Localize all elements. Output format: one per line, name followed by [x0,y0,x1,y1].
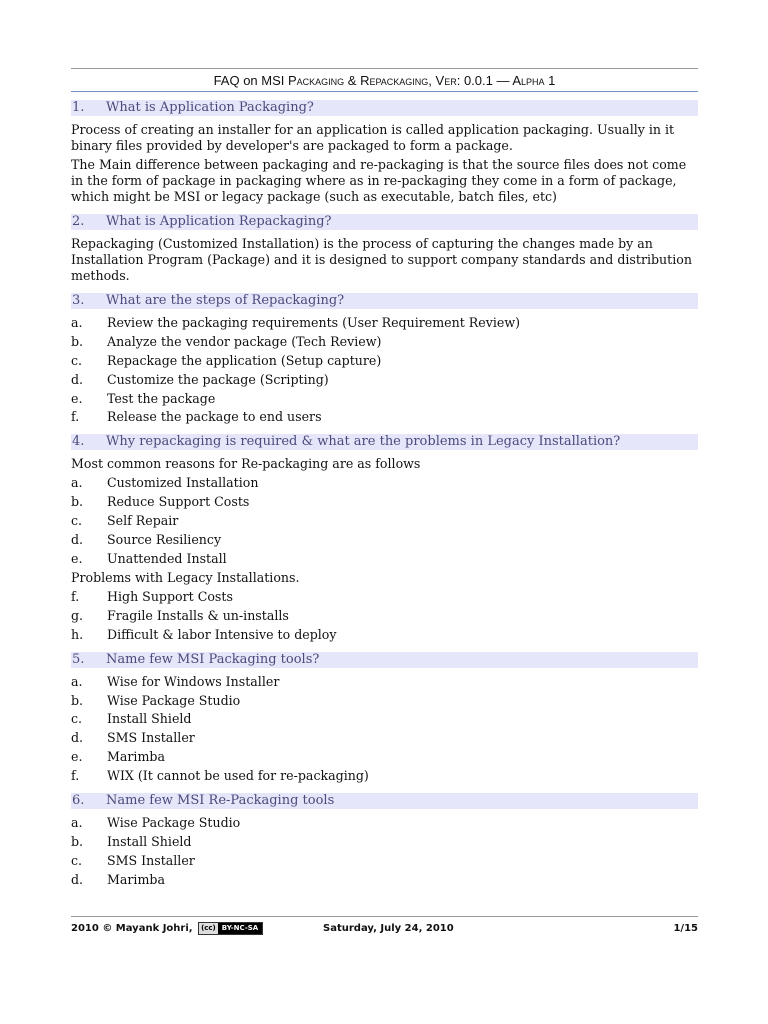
question-number: 3. [72,293,85,308]
list-item [71,627,698,643]
list-marker: a. [71,815,83,831]
list-item [71,608,698,624]
footer-copyright [71,921,263,937]
header-title-prefix: FAQ on MSI [213,73,288,88]
list-intro: Most common reasons for Re-packaging are as follows [71,456,421,472]
list-item-text: Customized Installation [107,475,259,491]
list-marker: c. [71,711,83,727]
list-item [71,589,698,605]
list-marker: b. [71,834,84,850]
list-item [71,730,698,746]
list-item [71,693,698,709]
answer-paragraph: Process of creating an installer for an application is called application packaging. Usually in it binary files provided by developer's are packaged to form a package. [71,122,675,153]
faq-question-heading [71,293,698,309]
list-item [71,315,698,331]
list-item-text: Wise Package Studio [107,692,241,708]
list-marker: c. [71,513,83,529]
list-marker: e. [71,551,83,567]
cc-license-badge [198,922,263,935]
question-number: 2. [72,214,85,229]
list-item-text: High Support Costs [107,588,233,604]
list-item-text: Difficult & labor Intensive to deploy [107,626,337,642]
list-marker: a. [71,475,83,491]
question-number: 1. [72,100,85,115]
list-marker: d. [71,371,84,387]
list-marker: h. [71,626,84,642]
faq-question-heading [71,434,698,450]
list-item [71,532,698,548]
list-item [71,815,698,831]
list-item-text: Repackage the application (Setup capture) [107,352,382,368]
question-text: What is Application Repackaging? [106,214,332,229]
list-item-text: Marimba [107,871,165,887]
list-marker: f. [71,588,80,604]
list-item [71,475,698,491]
list-marker: d. [71,730,84,746]
header-title-main: Packaging & Repackaging, Ver [288,73,457,88]
list-item-text: Reduce Support Costs [107,494,250,510]
answer-paragraph: Repackaging (Customized Installation) is the process of capturing the changes made by an Installation Program (Package) and it is designed to support company standards and distribution methods. [71,236,692,283]
list-marker: e. [71,749,83,765]
list-item [71,372,698,388]
list-item-text: Wise Package Studio [107,815,241,831]
list-item [71,391,698,407]
list-item [71,711,698,727]
list-item-text: Wise for Windows Installer [107,673,280,689]
list-marker: f. [71,409,80,425]
list-item-text: Install Shield [107,834,192,850]
faq-question-heading [71,100,698,116]
faq-question-heading [71,214,698,230]
cc-badge-icon: (cc) [201,923,216,932]
question-text: What is Application Packaging? [106,100,314,115]
list-marker: c. [71,352,83,368]
list-marker: b. [71,333,84,349]
list-item [71,513,698,529]
header-title-alpha: Alpha 1 [512,73,556,88]
list-item-text: Self Repair [107,513,179,529]
list-marker: b. [71,692,84,708]
list-item-text: SMS Installer [107,730,195,746]
list-item-text: Test the package [107,390,216,406]
list-item [71,834,698,850]
list-item-text: Customize the package (Scripting) [107,371,329,387]
question-text: Why repackaging is required & what are the problems in Legacy Installation? [106,434,621,450]
list-item-text: Release the package to end users [107,409,322,425]
list-item [71,674,698,690]
list-item-text: Analyze the vendor package (Tech Review) [107,333,382,349]
list-item-text: Unattended Install [107,551,227,567]
footer-copyright-text: 2010 © Mayank Johri, [71,923,193,934]
list-marker: c. [71,852,83,868]
list-item [71,494,698,510]
list-item-text: WIX (It cannot be used for re-packaging) [107,768,369,784]
list-marker: d. [71,871,84,887]
list-item [71,409,698,425]
list-marker: a. [71,315,83,330]
list-item-text: Review the packaging requirements (User Requirement Review) [107,315,521,330]
document-page [71,68,698,891]
answer-paragraph: The Main difference between packaging and re-packaging is that the source files does not come in the form of package in packaging where as in re-packaging they come in a form of package, which might be MSI or legacy package (such as executable, batch files, etc) [71,157,687,204]
question-number: 6. [72,793,85,809]
list-item-text: Source Resiliency [107,532,222,548]
list-marker: f. [71,768,80,784]
page-footer [71,916,698,937]
page-header [71,68,698,92]
faq-question-heading [71,652,698,668]
list-item [71,853,698,869]
list-item-text: Install Shield [107,711,192,727]
question-text: Name few MSI Packaging tools? [106,651,320,667]
question-number: 4. [72,434,85,450]
faq-content [71,100,698,888]
faq-question-heading [71,793,698,809]
list-marker: b. [71,494,84,510]
list-item-text: Fragile Installs & un-installs [107,607,289,623]
list-intro: Problems with Legacy Installations. [71,569,300,585]
question-number: 5. [72,651,85,667]
list-item-text: SMS Installer [107,852,195,868]
list-marker: d. [71,532,84,548]
list-item-text: Marimba [107,749,165,765]
footer-date: Saturday, July 24, 2010 [323,923,454,934]
list-item [71,749,698,765]
footer-page-number: 1/15 [673,923,698,934]
list-item [71,872,698,888]
list-item [71,768,698,784]
list-marker: a. [71,673,83,689]
list-item [71,353,698,369]
cc-badge-license: BY-NC-SA [218,923,262,934]
list-marker: e. [71,390,83,406]
question-text: Name few MSI Re-Packaging tools [106,793,335,809]
question-text: What are the steps of Repackaging? [106,293,345,308]
list-item [71,334,698,350]
header-title-version: : 0.0.1 — [456,73,513,88]
list-marker: g. [71,607,84,623]
list-item [71,551,698,567]
